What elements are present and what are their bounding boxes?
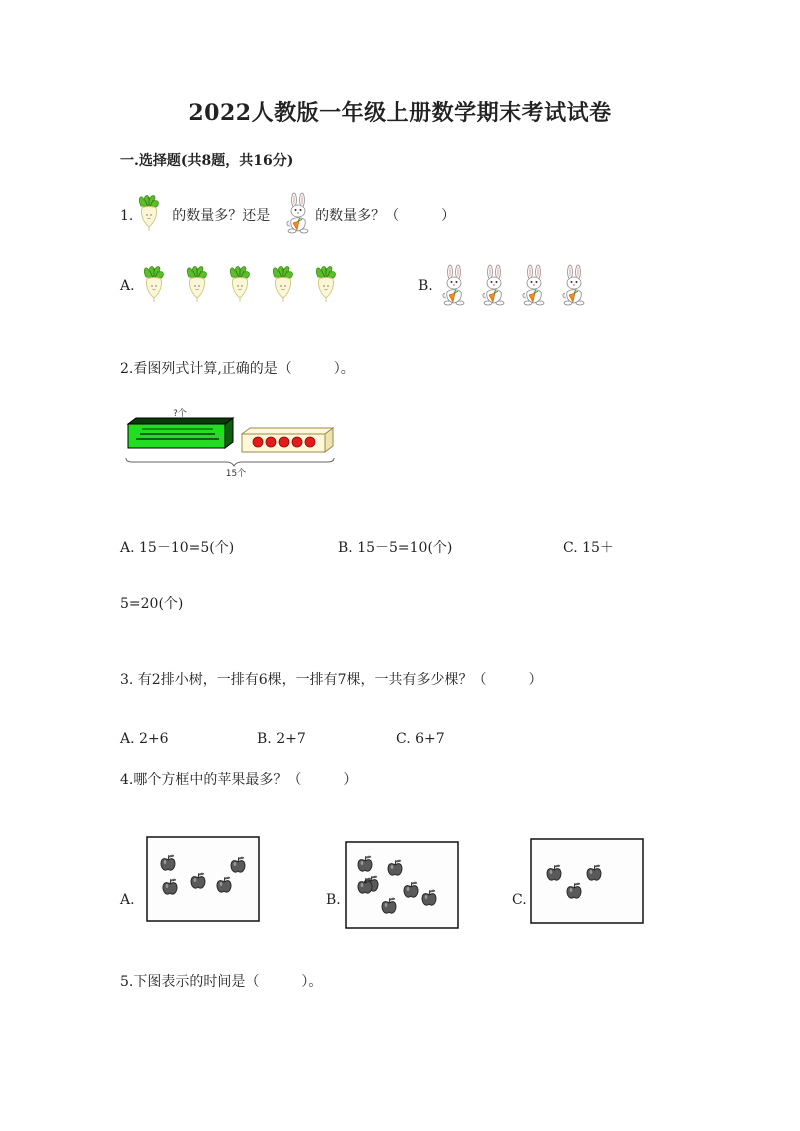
section-heading: 一.选择题(共8题，共16分)	[120, 153, 294, 169]
red-apple-icon	[292, 437, 302, 447]
q1-option-b-label: B.	[418, 278, 433, 294]
red-apple-icon	[253, 437, 263, 447]
radish-icon	[273, 267, 292, 303]
question-number: 1.	[120, 208, 134, 224]
rabbit-with-carrot-icon	[563, 265, 584, 305]
rabbit-with-carrot-icon	[523, 265, 544, 305]
question-4: 4.哪个方框中的苹果最多？（ ）	[120, 772, 358, 788]
question-text-mid: 的数量多？还是	[172, 208, 271, 224]
total-count-label: 15个	[225, 469, 247, 479]
rabbit-with-carrot-icon	[282, 188, 318, 240]
red-apple-icon	[266, 437, 276, 447]
rabbit-with-carrot-icon	[483, 265, 504, 305]
question-2: 2.看图列式计算,正确的是（ ）。	[120, 361, 355, 377]
question-5: 5.下图表示的时间是（ ）。	[120, 974, 323, 990]
q4-option-b-label: B.	[326, 892, 341, 908]
q4-apple-box-c	[530, 838, 644, 924]
q3-option-b: B. 2+7	[257, 731, 306, 747]
q3-option-c: C. 6+7	[396, 731, 445, 747]
q4-option-c-label: C.	[512, 892, 527, 908]
green-box-icon	[128, 418, 233, 448]
q4-apple-box-a	[146, 836, 260, 922]
q2-figure	[118, 408, 348, 484]
q1-option-a-label: A.	[120, 278, 135, 294]
radish-icon	[144, 267, 163, 303]
page-title: 2022人教版一年级上册数学期末考试试卷	[188, 100, 612, 126]
radish-icon	[230, 267, 249, 303]
question-3: 3. 有2排小树，一排有6棵，一排有7棵，一共有多少棵？（ ）	[120, 672, 543, 688]
q1-option-b-rabbits	[440, 262, 610, 318]
rabbit-with-carrot-icon	[443, 265, 464, 305]
radish-icon	[316, 267, 335, 303]
q2-option-c-continued: 5=20(个)	[120, 596, 184, 612]
q4-apple-box-b	[345, 841, 459, 929]
q2-option-c: C. 15＋	[563, 540, 614, 556]
red-apple-icon	[305, 437, 315, 447]
red-apple-icon	[279, 437, 289, 447]
q2-option-b: B. 15－5=10(个)	[338, 540, 453, 556]
unknown-count-label: ?个	[173, 409, 187, 419]
q4-option-a-label: A.	[120, 892, 135, 908]
radish-icon	[187, 267, 206, 303]
apple-box-icon	[242, 428, 333, 452]
q1-option-a-radishes	[140, 266, 360, 310]
question-text-end: 的数量多？（ ）	[315, 208, 456, 224]
radish-icon	[136, 197, 166, 237]
q3-option-a: A. 2+6	[120, 731, 169, 747]
q2-option-a: A. 15－10=5(个)	[120, 540, 235, 556]
